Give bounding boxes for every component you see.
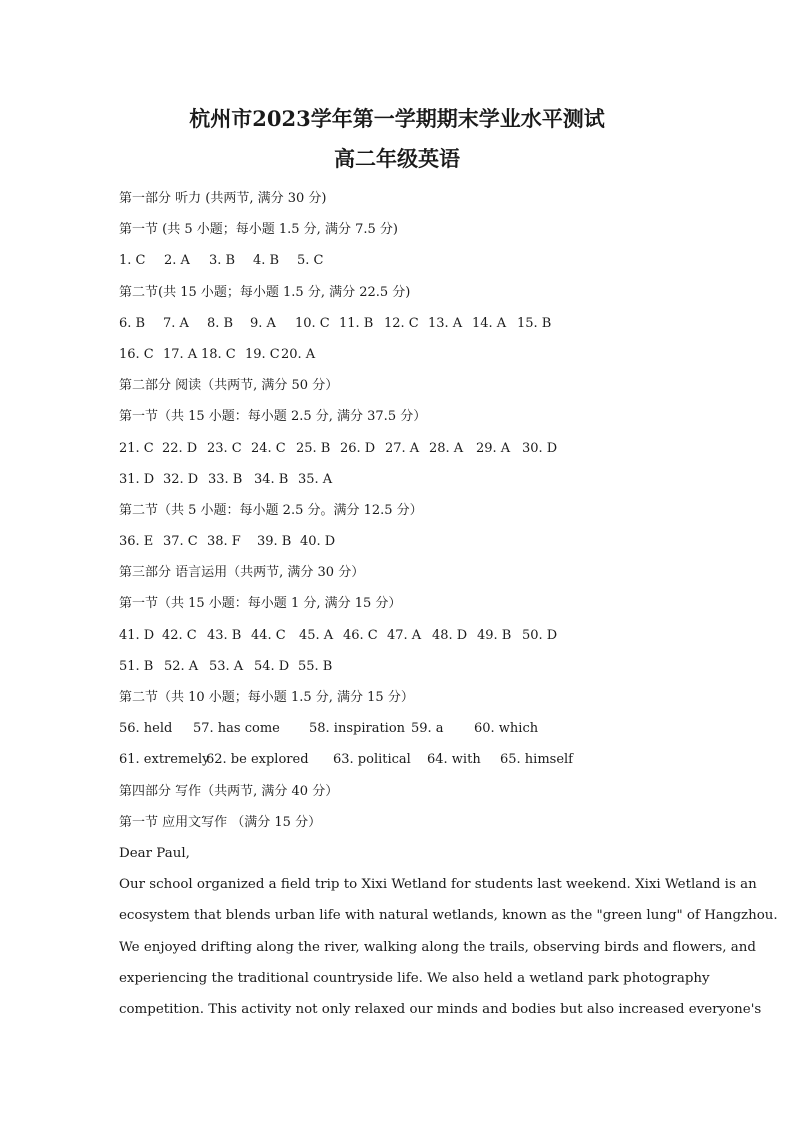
part2-heading: 第二部分 阅读（共两节, 满分 50 分） <box>119 378 339 394</box>
answer-item: 28. A <box>429 440 464 456</box>
answer-item: 41. D <box>119 627 155 643</box>
answer-item: 22. D <box>162 440 198 456</box>
answer-item: 32. D <box>163 471 199 487</box>
answer-item: 59. a <box>411 721 444 737</box>
answer-item: 9. A <box>250 315 276 331</box>
answer-item: 48. D <box>432 627 468 643</box>
answer-item: 39. B <box>257 534 292 550</box>
answer-item: 26. D <box>340 440 376 456</box>
answer-item: 44. C <box>251 627 286 643</box>
part2-section1-heading: 第一节（共 15 小题：每小题 2.5 分, 满分 37.5 分） <box>119 409 427 425</box>
answer-item: 21. C <box>119 440 154 456</box>
letter-line: ecosystem that blends urban life with natural wetlands, known as the "green lung" of Hangzhou. <box>119 908 778 924</box>
answer-item: 27. A <box>385 440 420 456</box>
letter-line: We enjoyed drifting along the river, walking along the trails, observing birds and flowers, and <box>119 939 756 955</box>
answer-row <box>119 464 675 495</box>
answer-item: 61. extremely <box>119 752 210 768</box>
answer-item: 18. C <box>201 346 236 362</box>
answer-item: 16. C <box>119 346 154 362</box>
letter-salutation: Dear Paul, <box>119 845 190 861</box>
answer-item: 64. with <box>427 752 481 768</box>
answer-content <box>119 183 778 1025</box>
answer-item: 6. B <box>119 315 146 331</box>
answer-item: 17. A <box>163 346 198 362</box>
answer-item: 49. B <box>477 627 512 643</box>
answer-item: 20. A <box>281 346 316 362</box>
answer-item: 1. C <box>119 253 146 269</box>
answer-item: 11. B <box>339 315 374 331</box>
letter-line: Our school organized a field trip to Xixi Wetland for students last weekend. Xixi Wetland is an <box>119 877 757 893</box>
answer-item: 12. C <box>384 315 419 331</box>
answer-item: 37. C <box>163 534 198 550</box>
answer-item: 25. B <box>296 440 331 456</box>
answer-item: 57. has come <box>193 721 280 737</box>
answer-item: 19. C <box>245 346 280 362</box>
answer-item: 63. political <box>333 752 411 768</box>
answer-item: 13. A <box>428 315 463 331</box>
answer-item: 31. D <box>119 471 155 487</box>
answer-item: 33. B <box>208 471 243 487</box>
part1-section2-heading: 第二节(共 15 小题；每小题 1.5 分, 满分 22.5 分) <box>119 284 411 300</box>
part3-section1-heading: 第一节（共 15 小题：每小题 1 分, 满分 15 分） <box>119 596 402 612</box>
answer-item: 10. C <box>295 315 330 331</box>
answer-item: 7. A <box>163 315 189 331</box>
page-title: 杭州市2023学年第一学期期末学业水平测试 <box>189 106 605 131</box>
answer-item: 58. inspiration <box>309 721 406 737</box>
answer-item: 62. be explored <box>206 752 309 768</box>
letter-line: experiencing the traditional countryside life. We also held a wetland park photography <box>119 970 710 986</box>
answer-row <box>119 620 675 651</box>
answer-row <box>119 308 675 339</box>
answer-item: 34. B <box>254 471 289 487</box>
answer-row <box>119 526 675 557</box>
answer-item: 65. himself <box>500 752 573 768</box>
answer-item: 52. A <box>164 658 199 674</box>
answer-row <box>119 245 675 276</box>
answer-item: 15. B <box>517 315 552 331</box>
answer-row <box>119 339 675 370</box>
answer-item: 56. held <box>119 721 173 737</box>
answer-item: 53. A <box>209 658 244 674</box>
answer-item: 40. D <box>300 534 336 550</box>
letter-line: competition. This activity not only relaxed our minds and bodies but also increased everyone's <box>119 1001 762 1017</box>
answer-item: 14. A <box>472 315 507 331</box>
answer-item: 35. A <box>298 471 333 487</box>
part4-heading: 第四部分 写作（共两节, 满分 40 分） <box>119 783 339 799</box>
answer-row <box>119 433 675 464</box>
answer-item: 23. C <box>207 440 242 456</box>
answer-item: 8. B <box>207 315 234 331</box>
answer-item: 5. C <box>297 253 324 269</box>
part1-heading: 第一部分 听力 (共两节, 满分 30 分) <box>119 191 327 206</box>
answer-item: 51. B <box>119 658 154 674</box>
part1-section1-heading: 第一节 (共 5 小题；每小题 1.5 分, 满分 7.5 分) <box>119 222 398 238</box>
answer-row <box>119 744 675 775</box>
answer-item: 24. C <box>251 440 286 456</box>
part3-heading: 第三部分 语言运用（共两节, 满分 30 分） <box>119 565 365 581</box>
part2-section2-heading: 第二节（共 5 小题：每小题 2.5 分。满分 12.5 分） <box>119 502 423 518</box>
part4-section1-heading: 第一节 应用文写作 （满分 15 分） <box>119 814 322 830</box>
answer-item: 43. B <box>207 627 242 643</box>
answer-item: 2. A <box>164 253 190 269</box>
page-subtitle: 高二年级英语 <box>334 146 460 171</box>
answer-row <box>119 713 675 744</box>
letter-body <box>119 869 778 1025</box>
answer-item: 46. C <box>343 627 378 643</box>
answer-item: 45. A <box>299 627 334 643</box>
answer-item: 47. A <box>387 627 422 643</box>
answer-row <box>119 651 675 682</box>
answer-item: 50. D <box>522 627 558 643</box>
answer-item: 4. B <box>253 253 280 269</box>
answer-item: 54. D <box>254 658 290 674</box>
answer-item: 38. F <box>207 534 241 550</box>
answer-item: 42. C <box>162 627 197 643</box>
answer-item: 60. which <box>474 721 539 737</box>
part3-section2-heading: 第二节（共 10 小题；每小题 1.5 分, 满分 15 分） <box>119 690 414 705</box>
answer-item: 29. A <box>476 440 511 456</box>
answer-item: 3. B <box>209 253 236 269</box>
answer-item: 36. E <box>119 534 154 550</box>
answer-item: 55. B <box>298 658 333 674</box>
answer-item: 30. D <box>522 440 558 456</box>
